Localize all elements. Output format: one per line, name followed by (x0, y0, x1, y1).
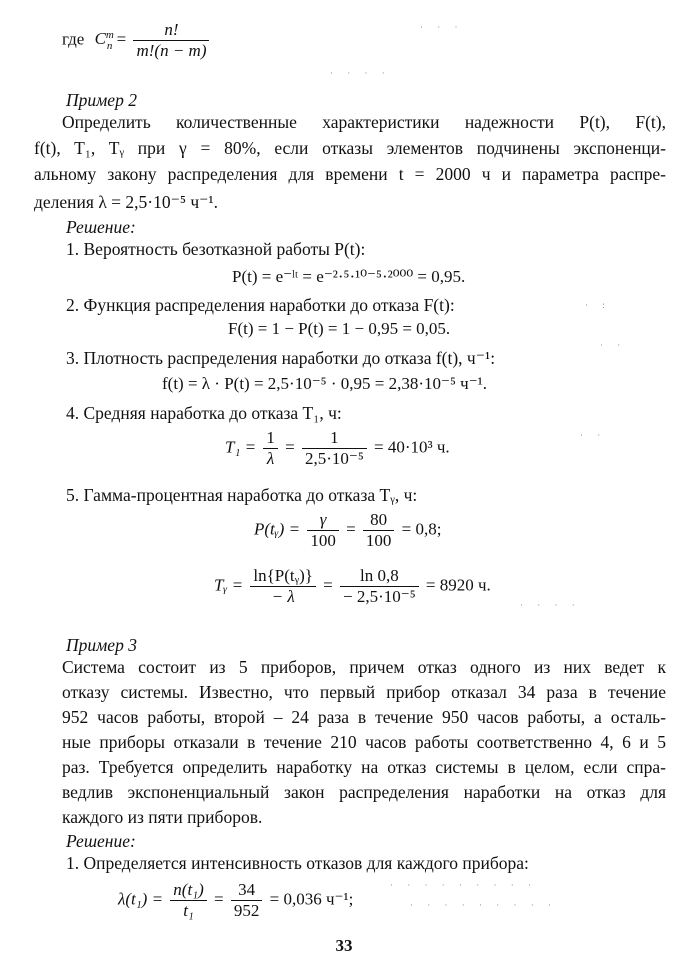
f5-lhs: P(tᵧ) = (254, 519, 301, 539)
example2-step-3: 3. Плотность распределения наработки до отказа f(t), ч⁻¹: (66, 348, 496, 368)
f7-lhs: λ(t₁) = (118, 889, 164, 909)
scan-noise: · : (585, 300, 611, 310)
example2-step-4: 4. Средняя наработка до отказа T₁, ч: (66, 403, 342, 423)
example3-para-line: ведлив экспоненциальный закон распределения наработки на отказ для (62, 782, 666, 802)
f5-frac2 (363, 510, 395, 551)
f7-n2: 34 (231, 880, 263, 901)
formula-sup: m (105, 28, 114, 41)
formula-fraction (133, 20, 209, 61)
f4-n2: 1 (302, 428, 367, 449)
f6-rhs: = 8920 ч. (425, 575, 491, 595)
f6-frac2 (340, 566, 419, 607)
formula-gamma-time: Tᵧ = $\frac{\text{ln\{P(tᵧ)\}}}{- \lambda}$ = $\frac{\ln 0,8}{\text{− 2,5·10⁻⁵}}$ = 8920 ч. (214, 566, 491, 606)
f7-n1: n(t₁) (170, 880, 206, 901)
example3-para-line: Система состоит из 5 приборов, причем отказ одного из них ведет к (62, 657, 666, 677)
example2-para-line: альному закону распределения для времени t = 2000 ч и параметра распре- (34, 164, 666, 184)
example2-heading: Пример 2 (66, 90, 137, 110)
scan-noise: · · · · (520, 600, 581, 610)
example3-para-line: отказу системы. Известно, что первый прибор отказал 34 раза в течение (62, 682, 666, 702)
formula-distribution: F(t) = 1 − P(t) = 1 − 0,95 = 0,05. (228, 319, 451, 338)
f4-frac1 (263, 428, 278, 469)
formula-density: f(t) = λ · P(t) = 2,5·10⁻⁵ · 0,95 = 2,38·10⁻⁵ ч⁻¹. (162, 374, 488, 393)
f6-lhs: Tᵧ = (214, 575, 244, 595)
example2-solution-label: Решение: (66, 217, 136, 237)
example2-para-line: деления λ = 2,5·10⁻⁵ ч⁻¹. (34, 192, 219, 212)
f5-d2: 100 (365, 531, 392, 550)
scan-noise: · · (580, 430, 607, 440)
formula-sub: n (106, 39, 113, 52)
formula-probability: P(t) = e⁻ˡᵗ = e⁻²·⁵·¹⁰⁻⁵·²⁰⁰⁰ = 0,95. (232, 267, 466, 286)
f6-d2: − 2,5·10⁻⁵ (343, 587, 416, 606)
example3-heading: Пример 3 (66, 635, 137, 655)
f6-d1: − λ (271, 587, 295, 606)
scan-noise: · · (600, 340, 627, 350)
example3-solution-label: Решение: (66, 831, 136, 851)
f6-n2: ln 0,8 (340, 566, 419, 587)
f7-rhs: = 0,036 ч⁻¹; (269, 889, 354, 909)
formula-mean-time: T₁ = $\frac{1}{\lambda}$ = $\frac{1}{\text{2,5·10⁻⁵}}$ = 40·10³ ч. (225, 428, 450, 468)
example2-step-5: 5. Гамма-процентная наработка до отказа Tᵧ, ч: (66, 485, 418, 505)
f4-frac2 (302, 428, 367, 469)
f7-frac1 (170, 880, 206, 921)
formula-gamma-probability: P(tᵧ) = $\frac{\gamma}{100}$ = $\frac{80}{100}$ = 0,8; (254, 510, 442, 550)
f5-rhs: = 0,8; (401, 519, 442, 539)
formula-c: C (94, 29, 106, 49)
formula-failure-rate: λ(t₁) = $\frac{\text{n(t₁)}}{\text{t₁}}$ = $\frac{34}{952}$ = 0,036 ч⁻¹; (118, 880, 354, 920)
example3-para-line: каждого из пяти приборов. (62, 807, 263, 827)
page-number: 33 (335, 936, 353, 955)
example2-para-line: f(t), T₁, Tᵧ при γ = 80%, если отказы элементов подчинены экспоненци- (34, 138, 666, 158)
formula-num: n! (133, 20, 209, 41)
example2-step-1: 1. Вероятность безотказной работы P(t): (66, 239, 366, 259)
f4-d1: λ (266, 449, 275, 468)
scan-noise: · · · · (330, 68, 391, 78)
formula-den: m!(n − m) (136, 41, 207, 60)
example2-para-line: Определить количественные характеристики надежности P(t), F(t), (62, 112, 666, 132)
example2-step-2: 2. Функция распределения наработки до отказа F(t): (66, 295, 455, 315)
f4-rhs: = 40·10³ ч. (374, 437, 450, 457)
f7-d1: t₁ (183, 901, 194, 920)
example3-step-1: 1. Определяется интенсивность отказов для каждого прибора: (66, 853, 529, 873)
scan-noise: · · · (420, 22, 464, 32)
formula-combination: где $C^m_n$ = $\frac{n!}{m!(n - m)}$ (62, 20, 212, 61)
f4-d2: 2,5·10⁻⁵ (304, 449, 364, 468)
f5-frac1 (307, 510, 339, 551)
f5-d1: 100 (310, 531, 336, 550)
f5-n1: γ (307, 510, 339, 531)
f7-d2: 952 (233, 901, 260, 920)
f4-lhs: T₁ = (225, 437, 257, 457)
f6-frac1 (250, 566, 316, 607)
example3-para-line: раз. Требуется определить наработку на отказ системы в целом, если спра- (62, 757, 666, 777)
scan-noise: · · · · · · · · · (410, 900, 557, 910)
scan-noise: · · · · · · · · · (390, 880, 537, 890)
f5-n2: 80 (363, 510, 395, 531)
f4-n1: 1 (263, 428, 278, 449)
example3-para-line: ные приборы отказали в течение 210 часов работы соответственно 4, 6 и 5 (62, 732, 666, 752)
formula-lead: где (62, 29, 85, 49)
example3-para-line: 952 часов работы, второй – 24 раза в течение 950 часов работы, а осталь- (62, 707, 666, 727)
f7-frac2 (231, 880, 263, 921)
f6-n1: ln{P(tᵧ)} (250, 566, 316, 587)
